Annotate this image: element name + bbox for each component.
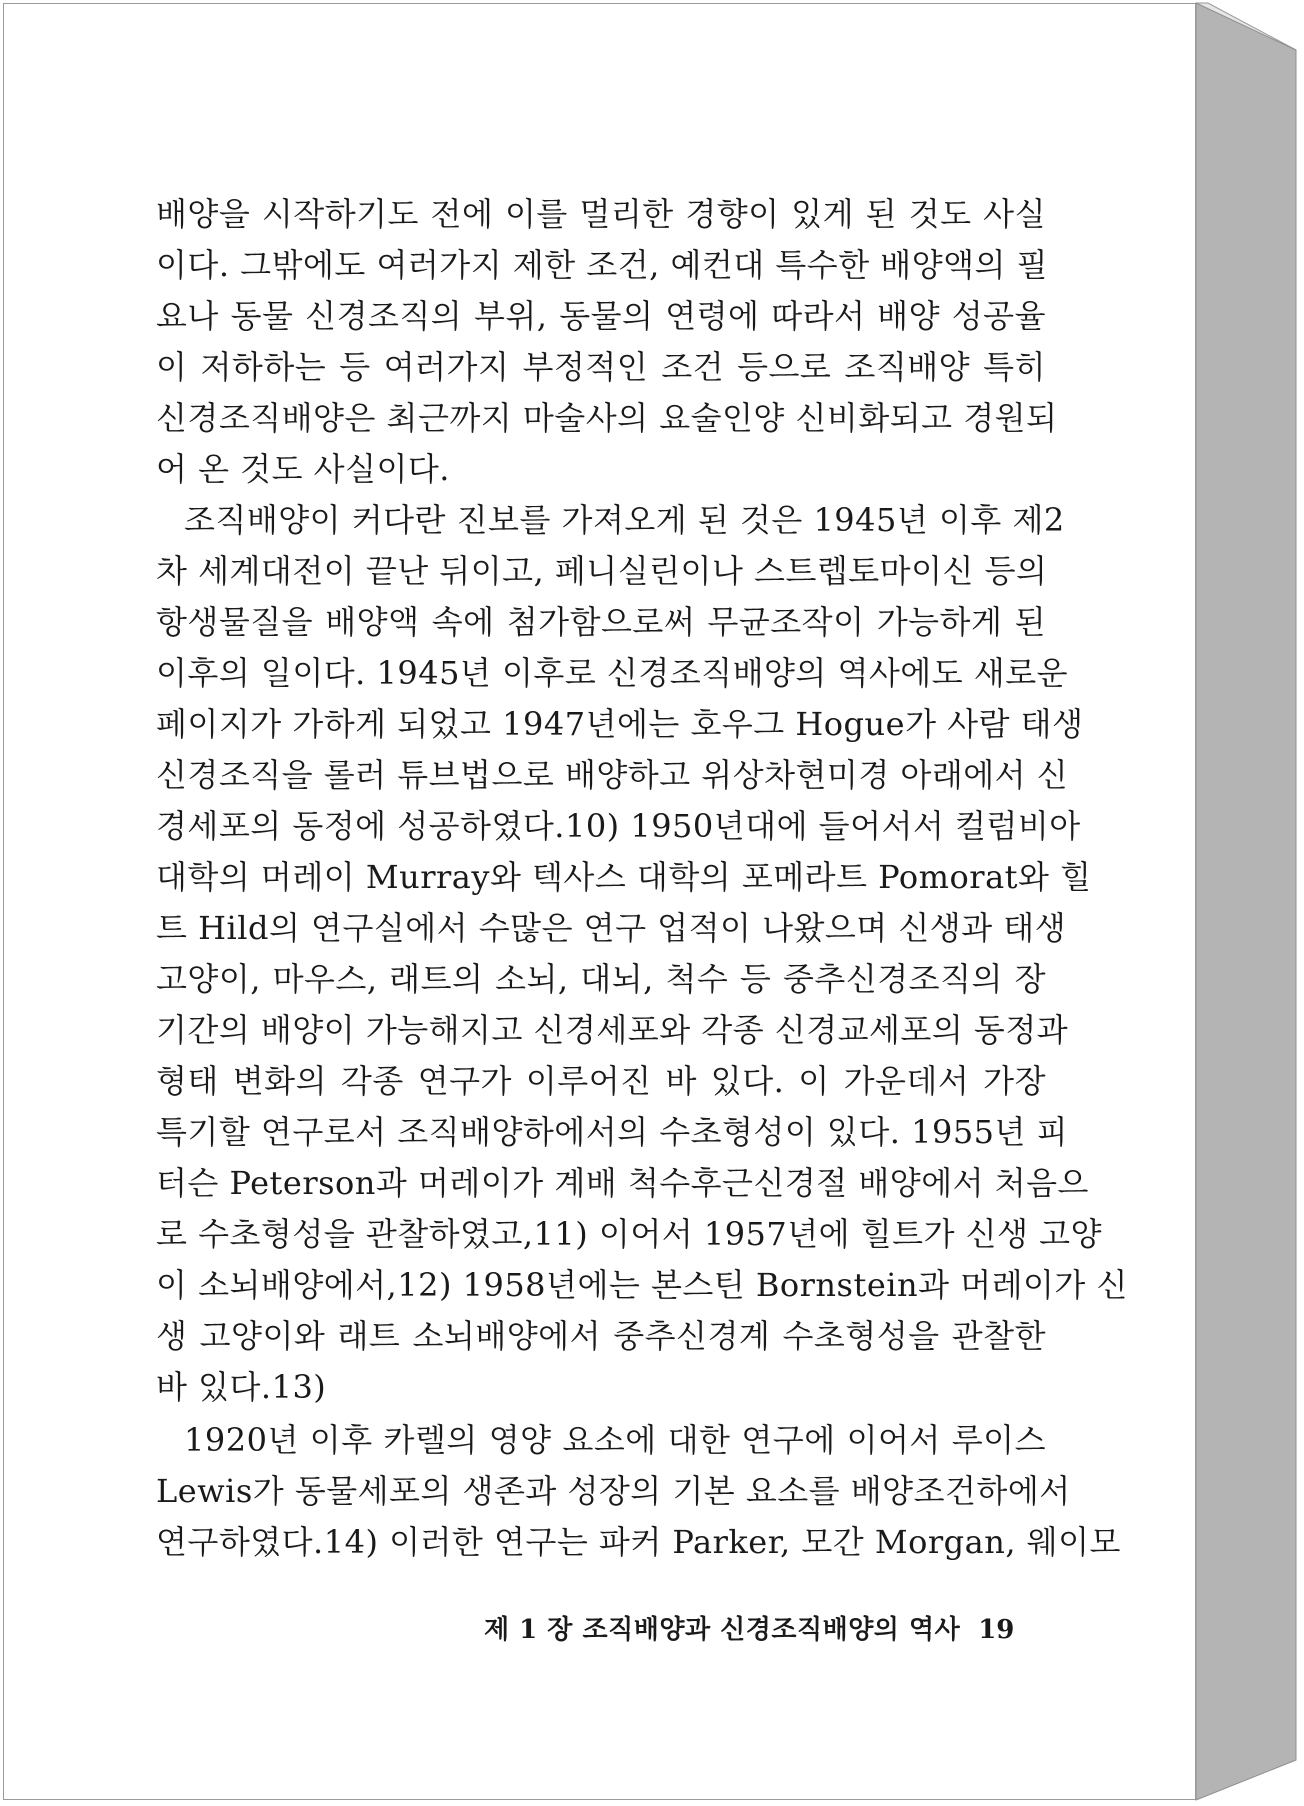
text-line: 바 있다.13) [156,1368,327,1406]
text-line: 고양이, 마우스, 래트의 소뇌, 대뇌, 척수 등 중추신경조직의 장 [156,960,1046,998]
text-line: 1920년 이후 카렐의 영양 요소에 대한 연구에 이어서 루이스 [184,1421,1046,1459]
text-line: 신경조직배양은 최근까지 마술사의 요술인양 신비화되고 경원되 [156,399,1058,437]
page-number: 19 [978,1615,1015,1645]
text-line: 배양을 시작하기도 전에 이를 멀리한 경향이 있게 된 것도 사실 [156,195,1046,233]
text-line: 페이지가 가하게 되었고 1947년에는 호우그 Hogue가 사람 태생 [156,705,1084,743]
text-line: 항생물질을 배양액 속에 첨가함으로써 무균조작이 가능하게 된 [156,603,1046,641]
book-edge-side [1196,3,1296,1800]
page-footer [484,1608,1024,1652]
text-line: 대학의 머레이 Murray와 텍사스 대학의 포메라트 Pomorat와 힐 [156,858,1092,896]
text-line: 생 고양이와 래트 소뇌배양에서 중추신경계 수초형성을 관찰한 [156,1317,1046,1355]
text-line: 이다. 그밖에도 여러가지 제한 조건, 예컨대 특수한 배양액의 필 [156,246,1049,284]
text-line: 기간의 배양이 가능해지고 신경세포와 각종 신경교세포의 동정과 [156,1011,1069,1049]
text-line: 연구하였다.14) 이러한 연구는 파커 Parker, 모간 Morgan, 웨이모 [156,1523,1121,1561]
text-line: 조직배양이 커다란 진보를 가져오게 된 것은 1945년 이후 제2 [184,501,1065,539]
text-line: 로 수초형성을 관찰하였고,11) 이어서 1957년에 힐트가 신생 고양 [156,1215,1102,1253]
text-line: 터슨 Peterson과 머레이가 계배 척수후근신경절 배양에서 처음으 [156,1164,1089,1202]
text-line: 형태 변화의 각종 연구가 이루어진 바 있다. 이 가운데서 가장 [156,1062,1046,1100]
text-line: 이 소뇌배양에서,12) 1958년에는 본스틴 Bornstein과 머레이가 신 [156,1266,1128,1304]
text-line: 신경조직을 롤러 튜브법으로 배양하고 위상차현미경 아래에서 신 [156,756,1069,794]
text-line: 어 온 것도 사실이다. [156,450,450,488]
text-line: 차 세계대전이 끝난 뒤이고, 페니실린이나 스트렙토마이신 등의 [156,552,1048,590]
text-line: 이 저하하는 등 여러가지 부정적인 조건 등으로 조직배양 특히 [156,348,1046,386]
text-line: 이후의 일이다. 1945년 이후로 신경조직배양의 역사에도 새로운 [156,654,1069,692]
running-footer-chapter: 제 1 장 조직배양과 신경조직배양의 역사 [484,1615,961,1645]
book-page [3,3,1196,1800]
text-line: 요나 동물 신경조직의 부위, 동물의 연령에 따라서 배양 성공율 [156,297,1046,335]
text-line: Lewis가 동물세포의 생존과 성장의 기본 요소를 배양조건하에서 [156,1472,1071,1510]
text-line: 경세포의 동정에 성공하였다.10) 1950년대에 들어서서 컬럼비아 [156,807,1081,845]
text-line: 특기할 연구로서 조직배양하에서의 수초형성이 있다. 1955년 피 [156,1113,1069,1151]
text-line: 트 Hild의 연구실에서 수많은 연구 업적이 나왔으며 신생과 태생 [156,909,1067,947]
